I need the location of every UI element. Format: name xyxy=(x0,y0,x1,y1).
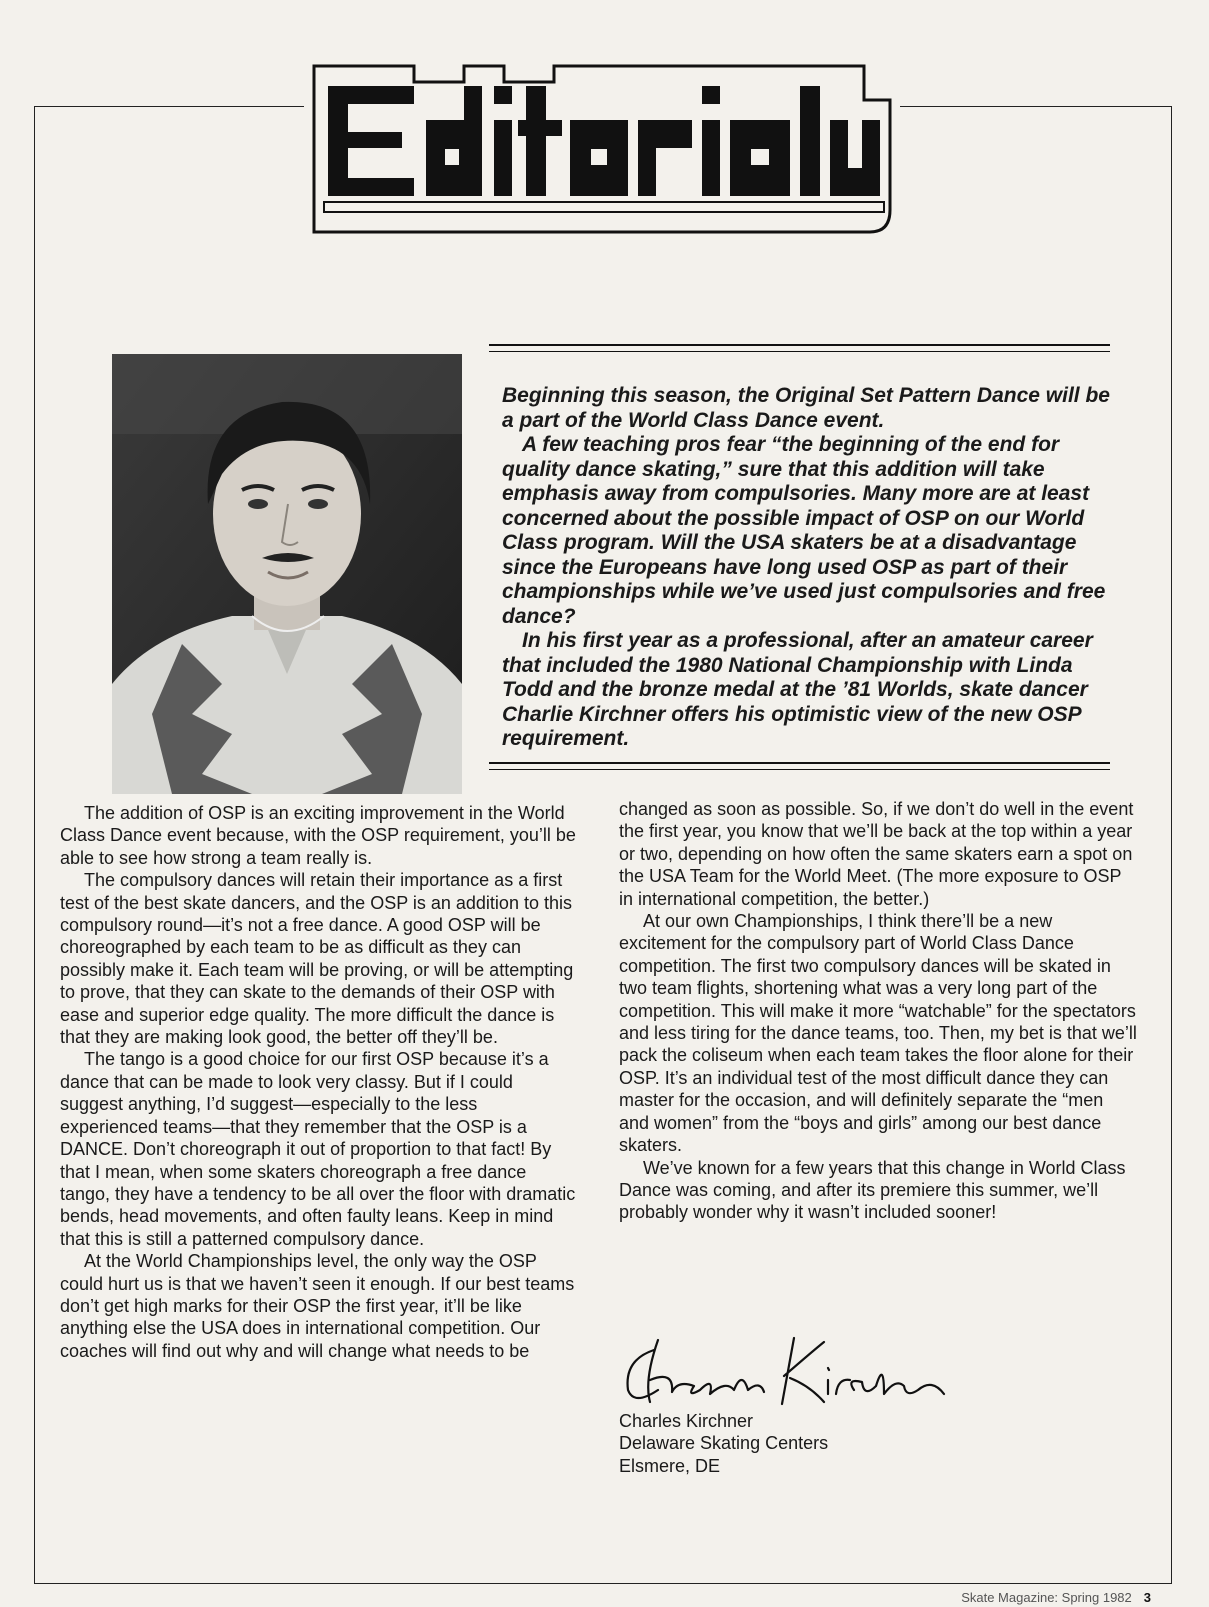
page-footer xyxy=(961,1590,1151,1605)
publication-credit: Skate Magazine: Spring 1982 xyxy=(961,1590,1132,1605)
intro-rule-top xyxy=(489,344,1110,352)
intro-paragraph: Beginning this season, the Original Set Pattern Dance will be a part of the World Class Dance event. xyxy=(502,384,1110,432)
article-column-right xyxy=(619,798,1137,1224)
body-paragraph: The tango is a good choice for our first OSP because it’s a dance that can be made to look very classy. But if I could suggest anything, I’d suggest—especially to the less experienced teams—that they remember that the OSP is a DANCE. Don’t choreograph it out of proportion to that fact! By that I mean, when some skaters choreograph a free dance tango, they have a tendency to be all over the floor with dramatic bends, head movements, and often faulty leans. Keep in mind that this is still a patterned compulsory dance. xyxy=(60,1049,576,1249)
body-paragraph: changed as soon as possible. So, if we don’t do well in the event the first year, you know that we’ll be back at the top within a year or two, depending on how often the same skaters earn a spot on the USA Team for the World Meet. (The more exposure to OSP in international competition, the better.) xyxy=(619,799,1134,909)
body-paragraph: We’ve known for a few years that this change in World Class Dance was coming, and after its premiere this summer, we’ll probably wonder why it wasn’t included sooner! xyxy=(619,1157,1126,1223)
page-number: 3 xyxy=(1143,1590,1151,1605)
author-organization: Delaware Skating Centers xyxy=(619,1433,829,1454)
author-name: Charles Kirchner xyxy=(619,1411,754,1431)
author-location: Elsmere, DE xyxy=(619,1455,721,1476)
editorial-logo xyxy=(304,60,900,238)
intro-paragraph: A few teaching pros fear “the beginning of the end for quality dance skating,” sure that this addition will take emphasis away from compulsories. Many more are at least concerned about the possible impact of OSP on our World Class program. Will the USA skaters be at a disadvantage since the Europeans have long used OSP as part of their championships while we’ve used just compulsories and free dance? xyxy=(502,433,1106,628)
body-paragraph: At our own Championships, I think there’ll be a new excitement for the compulsory part of World Class Dance competition. The first two compulsory dances will be skated in two team flights, shortening what was a very long part of the competition. This will make it more “watchable” for the spectators and less tiring for the dance teams, too. Then, my bet is that we’ll pack the coliseum when each team takes the floor alone for their OSP. It’s an individual test of the most difficult dance they can master for the occasion, and will definitely separate the “men and women” from the “boys and girls” among our best dance skaters. xyxy=(619,911,1137,1156)
intro-paragraph: In his first year as a professional, after an amateur career that included the 1980 National Championship with Linda Todd and the bronze medal at the ’81 Worlds, skate dancer Charlie Kirchner offers his optimistic view of the new OSP requirement. xyxy=(502,629,1093,750)
body-paragraph: The compulsory dances will retain their importance as a first test of the best skate dancers, and the OSP is an addition to this compulsory round—it’s not a free dance. A good OSP will be choreographed by each team to be as difficult as they can possibly make it. Each team will be proving, or will be attempting to prove, that they can skate to the demands of their OSP with ease and superior edge quality. The more difficult the dance is that they are making look good, the better off they’ll be. xyxy=(60,870,574,1048)
portrait-photo xyxy=(112,354,462,794)
author-block xyxy=(619,1410,828,1477)
body-paragraph: At the World Championships level, the only way the OSP could hurt us is that we haven’t seen it enough. If our best teams don’t get high marks for their OSP the first year, it’ll be like anything else the USA does in international competition. Our coaches will find out why and will change what needs to be xyxy=(60,1251,575,1361)
intro-deck xyxy=(502,384,1112,752)
editorial-masthead xyxy=(304,60,900,238)
article-column-left xyxy=(60,802,580,1362)
body-paragraph: The addition of OSP is an exciting improvement in the World Class Dance event because, with the OSP requirement, you’ll be able to see how strong a team really is. xyxy=(60,803,576,868)
handwritten-signature xyxy=(614,1320,954,1420)
intro-rule-bottom xyxy=(489,762,1110,770)
